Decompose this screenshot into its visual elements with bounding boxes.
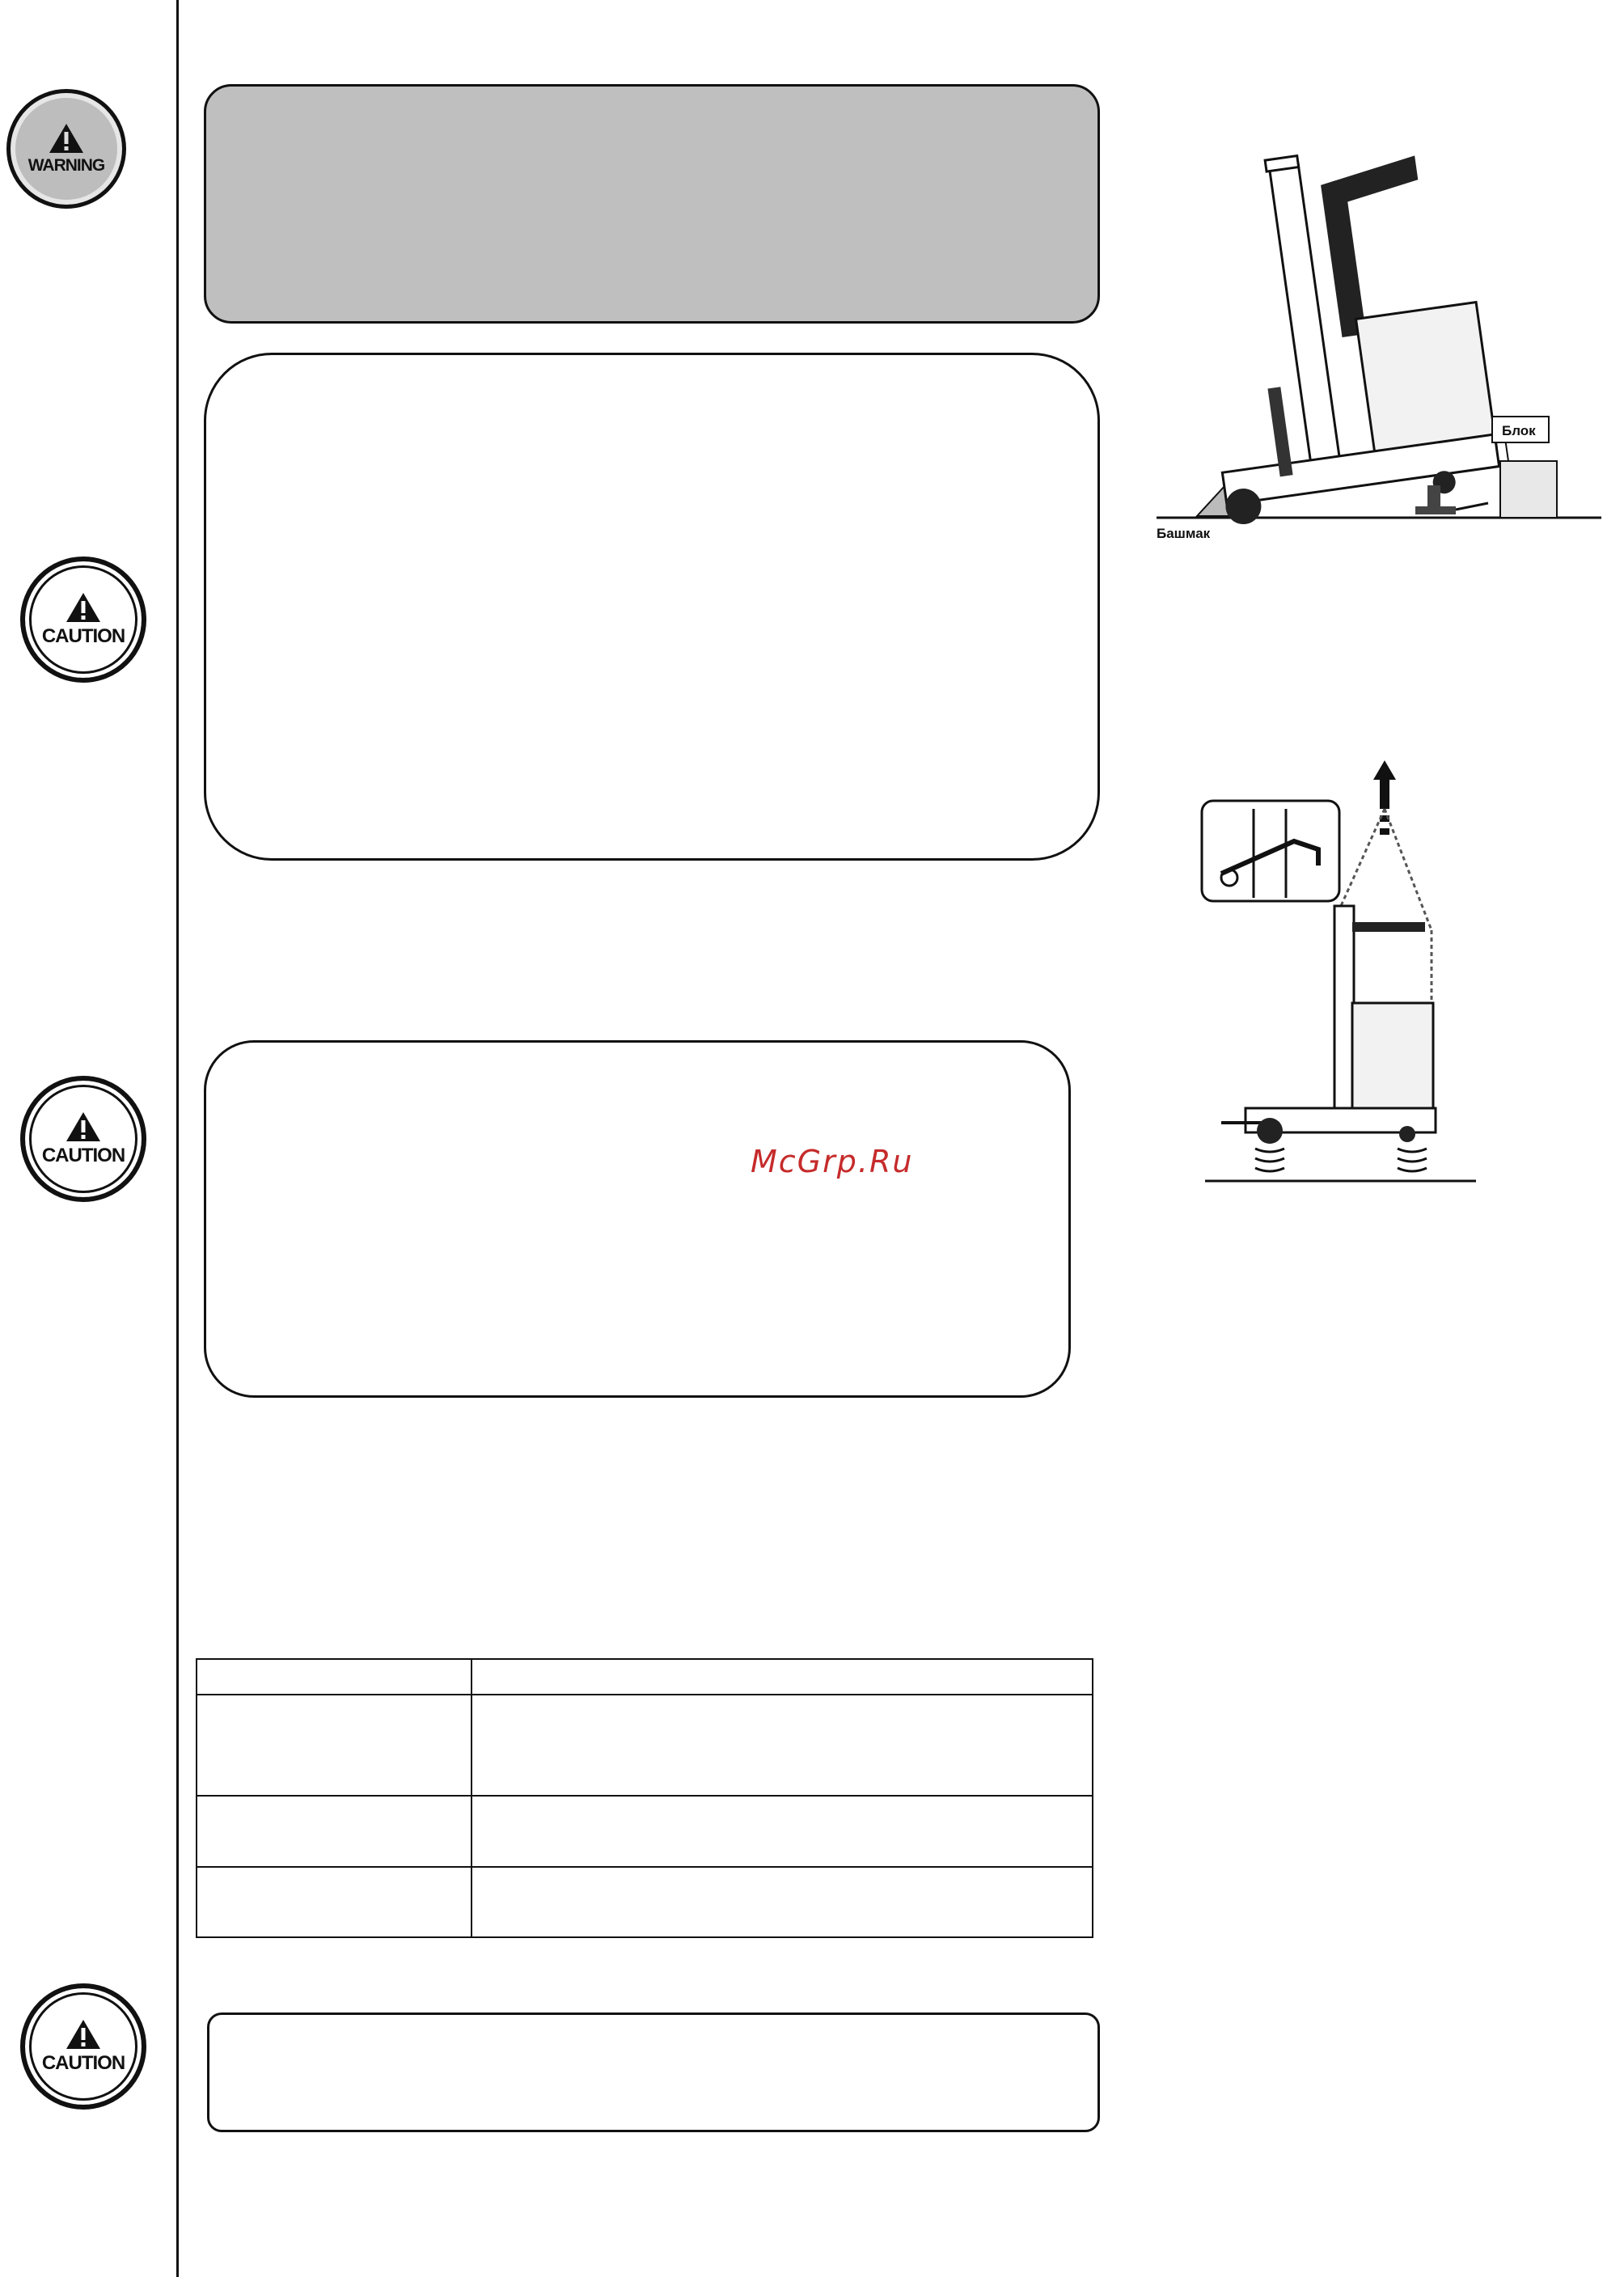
table-cell <box>197 1659 472 1695</box>
table-cell <box>472 1796 1093 1868</box>
table-header-row <box>197 1659 1093 1695</box>
table-cell <box>472 1695 1093 1796</box>
table-row <box>197 1867 1093 1937</box>
support-block <box>1500 461 1557 518</box>
caution-notice-box <box>204 1040 1071 1398</box>
warning-badge-label: WARNING <box>27 156 105 175</box>
forklift-body <box>1221 906 1436 1144</box>
caution-badge-label: CAUTION <box>41 625 125 647</box>
table-cell <box>197 1796 472 1868</box>
caution-badge-label: CAUTION <box>41 1145 125 1166</box>
caution-badge <box>20 557 146 683</box>
table-cell <box>197 1867 472 1937</box>
chock-label: Башмак <box>1157 526 1211 541</box>
table-row <box>197 1695 1093 1796</box>
table-cell <box>197 1695 472 1796</box>
caution-triangle-icon <box>65 2018 102 2051</box>
spec-table <box>196 1658 1093 1938</box>
forklift-jacking-illustration <box>1148 129 1609 550</box>
forklift-lifting-illustration <box>1197 760 1488 1197</box>
caution-notice-box <box>204 353 1100 861</box>
table-cell <box>472 1867 1093 1937</box>
warning-badge <box>6 89 126 209</box>
forklift-body <box>1178 134 1502 527</box>
caution-badge <box>20 1076 146 1202</box>
caution-badge <box>20 1983 146 2110</box>
caution-notice-box <box>207 2012 1100 2132</box>
caution-triangle-icon <box>65 591 102 624</box>
margin-rule <box>176 0 179 2277</box>
watermark-text: McGrp.Ru <box>751 1144 914 1179</box>
vibration-marks <box>1255 1149 1427 1171</box>
table-row <box>197 1796 1093 1868</box>
block-label: Блок <box>1502 423 1536 438</box>
caution-triangle-icon <box>65 1111 102 1143</box>
warning-notice-box <box>204 84 1100 324</box>
hook-detail-inset <box>1202 801 1339 901</box>
table-cell <box>472 1659 1093 1695</box>
caution-badge-label: CAUTION <box>41 2052 125 2074</box>
warning-triangle-icon <box>48 122 85 154</box>
